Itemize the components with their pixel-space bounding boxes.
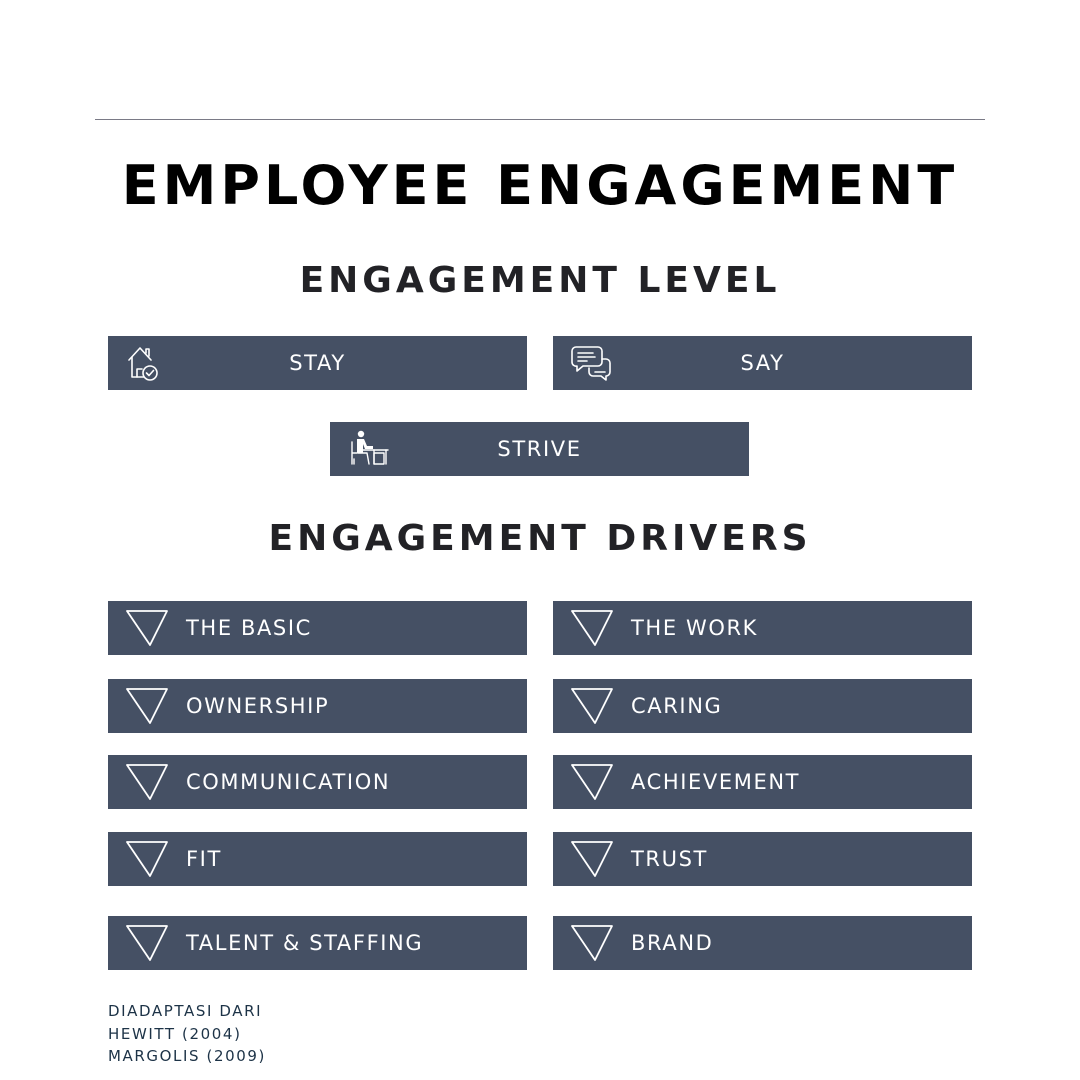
- engagement-drivers-heading: ENGAGEMENT DRIVERS: [268, 518, 812, 559]
- driver-box-caring: [553, 679, 972, 733]
- paper-plane-icon: [126, 923, 168, 963]
- level-box-say: [553, 336, 972, 390]
- level-box-stay: [108, 336, 527, 390]
- driver-label: BRAND: [631, 931, 714, 955]
- level-label-stay: STAY: [289, 351, 346, 375]
- paper-plane-icon: [571, 608, 613, 648]
- paper-plane-icon: [126, 686, 168, 726]
- driver-label: OWNERSHIP: [186, 694, 330, 718]
- engagement-level-heading: ENGAGEMENT LEVEL: [299, 260, 781, 301]
- paper-plane-icon: [571, 923, 613, 963]
- driver-box-the-basic: [108, 601, 527, 655]
- paper-plane-icon: [571, 839, 613, 879]
- driver-box-brand: [553, 916, 972, 970]
- driver-label: THE BASIC: [186, 616, 312, 640]
- driver-label: COMMUNICATION: [186, 770, 391, 794]
- footnote-line: DIADAPTASI DARI: [108, 1002, 263, 1020]
- paper-plane-icon: [126, 608, 168, 648]
- source-footnote: [108, 1000, 266, 1068]
- page-title: EMPLOYEE ENGAGEMENT: [121, 154, 959, 217]
- driver-box-talent-staffing: [108, 916, 527, 970]
- paper-plane-icon: [126, 839, 168, 879]
- paper-plane-icon: [571, 686, 613, 726]
- paper-plane-icon: [126, 762, 168, 802]
- driver-label: TALENT & STAFFING: [186, 931, 424, 955]
- level-label-say: SAY: [740, 351, 785, 375]
- driver-box-ownership: [108, 679, 527, 733]
- driver-box-the-work: [553, 601, 972, 655]
- footnote-line: MARGOLIS (2009): [108, 1047, 267, 1065]
- driver-label: THE WORK: [631, 616, 759, 640]
- driver-box-trust: [553, 832, 972, 886]
- top-divider: [95, 119, 985, 120]
- driver-label: FIT: [186, 847, 222, 871]
- driver-label: ACHIEVEMENT: [631, 770, 801, 794]
- driver-label: TRUST: [631, 847, 708, 871]
- driver-box-communication: [108, 755, 527, 809]
- driver-box-fit: [108, 832, 527, 886]
- level-box-strive: [330, 422, 749, 476]
- driver-box-achievement: [553, 755, 972, 809]
- level-label-strive: STRIVE: [497, 437, 582, 461]
- footnote-line: HEWITT (2004): [108, 1024, 242, 1043]
- paper-plane-icon: [571, 762, 613, 802]
- driver-label: CARING: [631, 694, 723, 718]
